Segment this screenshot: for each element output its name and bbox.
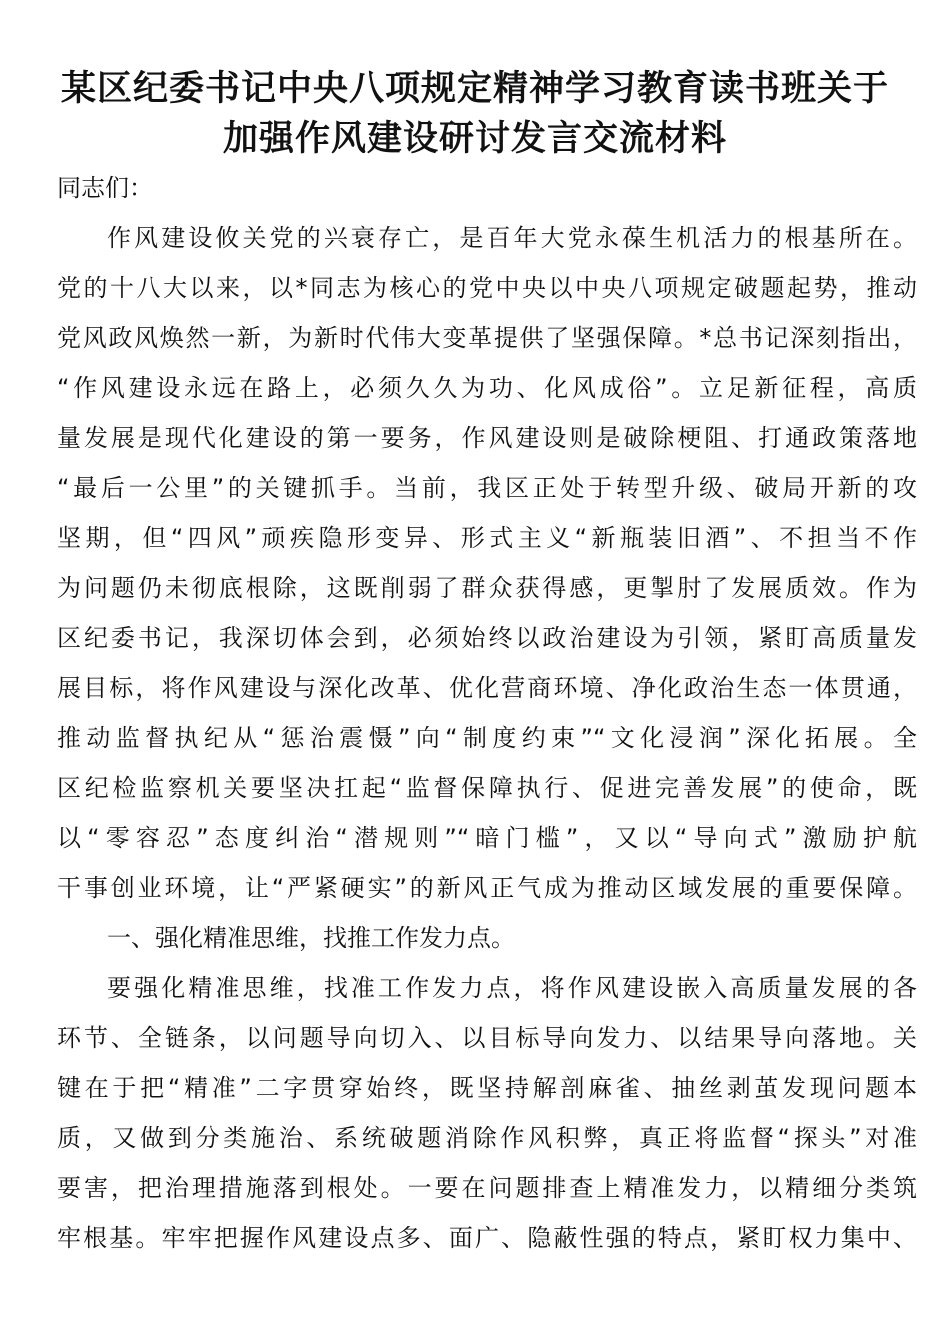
body-line: “最后一公里”的关键抓手。当前，我区正处于转型升级、破局开新的攻	[57, 474, 917, 502]
salutation: 同志们：	[57, 174, 153, 202]
body-line: 键在于把“精准”二字贯穿始终，既坚持解剖麻雀、抽丝剥茧发现问题本	[57, 1074, 917, 1102]
body-line: 要害，把治理措施落到根处。一要在问题排查上精准发力，以精细分类筑	[57, 1174, 917, 1202]
body-line: “作风建设永远在路上，必须久久为功、化风成俗”。立足新征程，高质	[57, 374, 917, 402]
body-line: 党的十八大以来，以*同志为核心的党中央以中央八项规定破题起势，推动	[57, 274, 917, 302]
body-line: 为问题仍未彻底根除，这既削弱了群众获得感，更掣肘了发展质效。作为	[57, 574, 917, 602]
body-line: 展目标，将作风建设与深化改革、优化营商环境、净化政治生态一体贯通，	[57, 674, 917, 702]
body-line: 党风政风焕然一新，为新时代伟大变革提供了坚强保障。*总书记深刻指出，	[57, 324, 917, 352]
body-line: 牢根基。牢牢把握作风建设点多、面广、隐蔽性强的特点，紧盯权力集中、	[57, 1224, 917, 1252]
body-line: 要强化精准思维，找准工作发力点，将作风建设嵌入高质量发展的各	[107, 974, 917, 1002]
body-line: 质，又做到分类施治、系统破题消除作风积弊，真正将监督“探头”对准	[57, 1124, 917, 1152]
document-title-line-1: 某区纪委书记中央八项规定精神学习教育读书班关于	[60, 69, 889, 109]
body-line: 推动监督执纪从“惩治震慑”向“制度约束”“文化浸润”深化拓展。全	[57, 724, 917, 752]
body-line: 量发展是现代化建设的第一要务，作风建设则是破除梗阻、打通政策落地	[57, 424, 917, 452]
body-line: 以“零容忍”态度纠治“潜规则”“暗门槛”，又以“导向式”激励护航	[57, 824, 917, 852]
body-line: 干事创业环境，让“严紧硬实”的新风正气成为推动区域发展的重要保障。	[57, 874, 917, 902]
body-line: 作风建设攸关党的兴衰存亡，是百年大党永葆生机活力的根基所在。	[107, 224, 917, 252]
body-line: 区纪委书记，我深切体会到，必须始终以政治建设为引领，紧盯高质量发	[57, 624, 917, 652]
document-title-line-2: 加强作风建设研讨发言交流材料	[222, 119, 727, 159]
body-line: 区纪检监察机关要坚决扛起“监督保障执行、促进完善发展”的使命，既	[57, 774, 917, 802]
body-line: 环节、全链条，以问题导向切入、以目标导向发力、以结果导向落地。关	[57, 1024, 917, 1052]
section-heading-1: 一、强化精准思维，找推工作发力点。	[107, 924, 515, 952]
body-line: 坚期，但“四风”顽疾隐形变异、形式主义“新瓶装旧酒”、不担当不作	[57, 524, 917, 552]
